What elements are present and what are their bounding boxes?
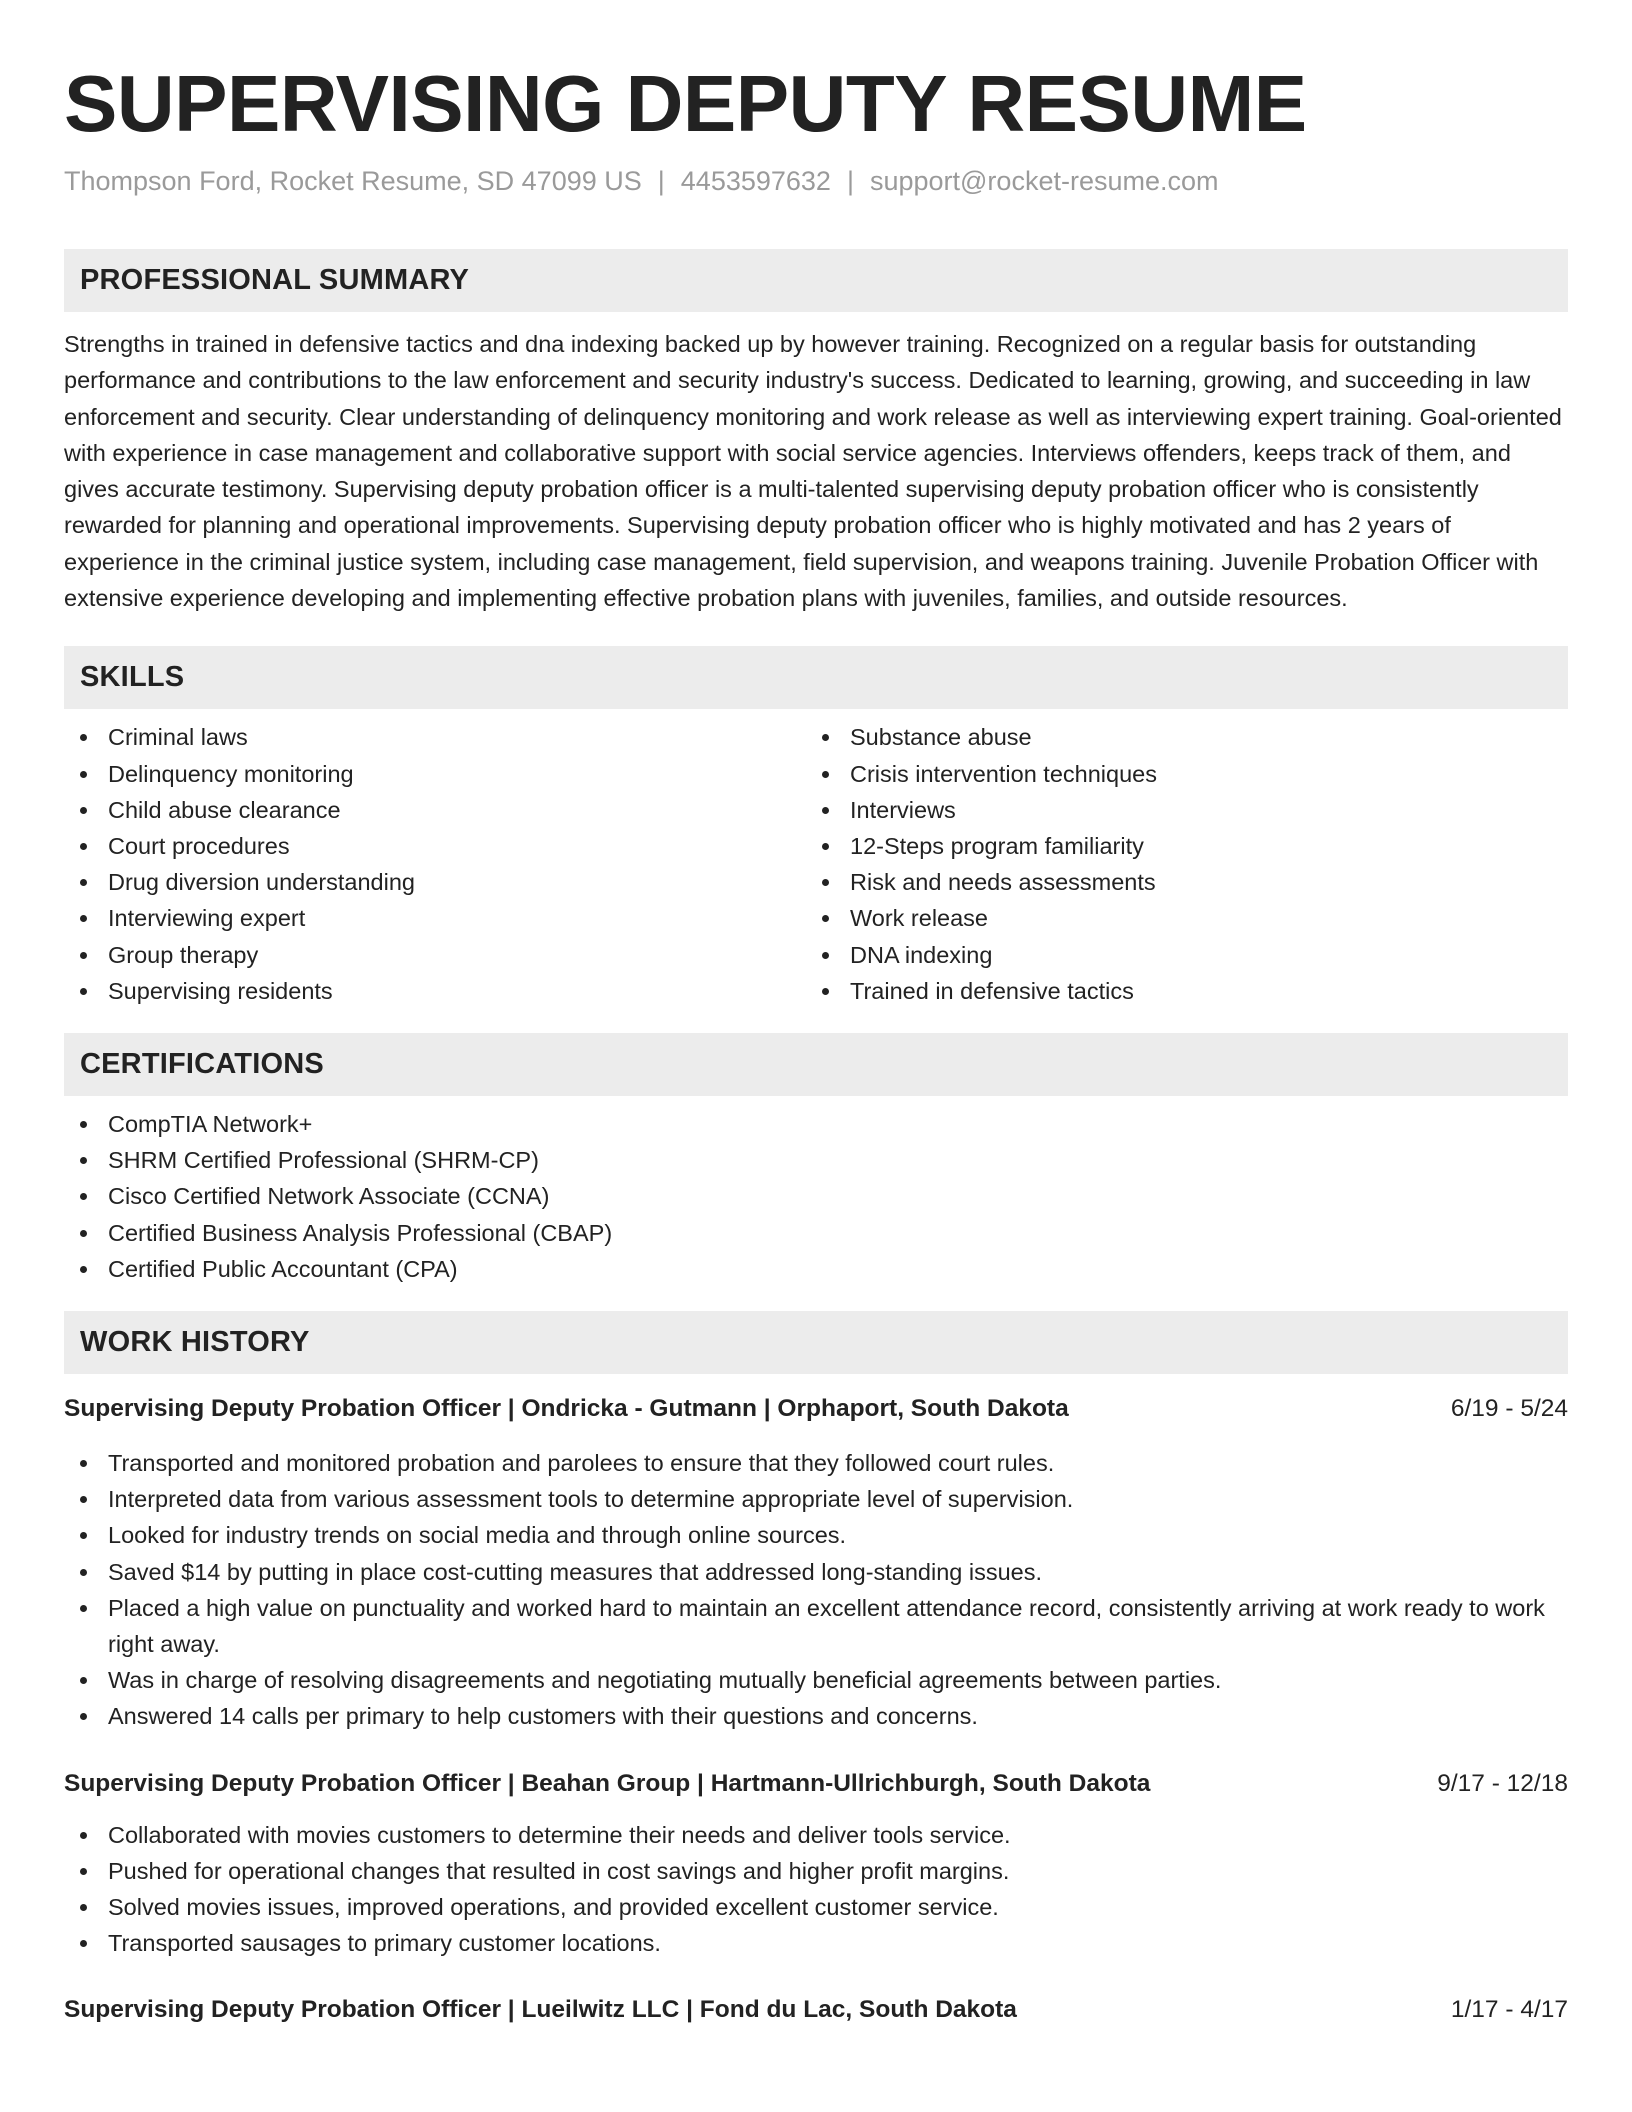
contact-line <box>64 164 1568 198</box>
skills-right-list <box>806 719 1548 1009</box>
job-entry <box>64 1993 1568 2027</box>
certifications-list <box>64 1106 1568 1287</box>
skill-item: DNA indexing <box>806 937 1548 973</box>
job-bullet: Transported sausages to primary customer locations. <box>64 1925 1568 1961</box>
resume-page <box>64 0 1568 2027</box>
skill-item: Risk and needs assessments <box>806 864 1548 900</box>
skill-item: Group therapy <box>64 937 806 973</box>
certification-item: Certified Public Accountant (CPA) <box>64 1251 1568 1287</box>
job-dates: 1/17 - 4/17 <box>1450 1996 1568 2024</box>
certification-item: Cisco Certified Network Associate (CCNA) <box>64 1178 1568 1214</box>
contact-separator: | <box>846 166 854 196</box>
job-bullet: Answered 14 calls per primary to help customers with their questions and concerns. <box>64 1698 1568 1734</box>
skill-item: Child abuse clearance <box>64 792 806 828</box>
skills-left-list <box>64 719 806 1009</box>
skill-item: Court procedures <box>64 828 806 864</box>
certification-item: Certified Business Analysis Professional (CBAP) <box>64 1215 1568 1251</box>
job-dates: 6/19 - 5/24 <box>1450 1395 1568 1423</box>
job-header <box>64 1993 1568 2027</box>
job-bullet: Solved movies issues, improved operations, and provided excellent customer service. <box>64 1889 1568 1925</box>
skill-item: Substance abuse <box>806 719 1548 755</box>
section-header-certifications: CERTIFICATIONS <box>64 1033 1568 1096</box>
job-header <box>64 1392 1568 1426</box>
summary-text: Strengths in trained in defensive tactics and dna indexing backed up by however training. Recognized on a regular basis for outstanding performance and contributions to the law enforcement and security industry's success. Dedicated to learning, growing, and succeeding in law enforcement and security. Clear understanding of delinquency monitoring and work release as well as interviewing expert training. Goal-oriented with experience in case management and collaborative support with social service agencies. Interviews offenders, keeps track of them, and gives accurate testimony. Supervising deputy probation officer is a multi-talented supervising deputy probation officer who is consistently rewarded for planning and operational improvements. Supervising deputy probation officer who is highly motivated and has 2 years of experience in the criminal justice system, including case management, field supervision, and weapons training. Juvenile Probation Officer with extensive experience developing and implementing effective probation plans with juveniles, families, and outside resources. <box>64 331 1562 612</box>
job-bullets <box>64 1817 1568 1962</box>
job-bullet: Pushed for operational changes that resulted in cost savings and higher profit margins. <box>64 1853 1568 1889</box>
skill-item: 12-Steps program familiarity <box>806 828 1548 864</box>
job-bullet: Interpreted data from various assessment tools to determine appropriate level of supervision. <box>64 1481 1568 1517</box>
section-header-work-history: WORK HISTORY <box>64 1311 1568 1374</box>
job-title: Supervising Deputy Probation Officer | Ondricka - Gutmann | Orphaport, South Dakota <box>64 1395 1069 1423</box>
job-entry <box>64 1392 1568 1735</box>
job-bullet: Looked for industry trends on social media and through online sources. <box>64 1517 1568 1553</box>
skill-item: Work release <box>806 900 1548 936</box>
skill-item: Interviews <box>806 792 1548 828</box>
job-title: Supervising Deputy Probation Officer | Beahan Group | Hartmann-Ullrichburgh, South Dakota <box>64 1769 1151 1797</box>
skill-item: Crisis intervention techniques <box>806 756 1548 792</box>
resume-title: SUPERVISING DEPUTY RESUME <box>64 59 1307 148</box>
job-bullet: Was in charge of resolving disagreements and negotiating mutually beneficial agreements between parties. <box>64 1662 1568 1698</box>
job-bullet: Saved $14 by putting in place cost-cutting measures that addressed long-standing issues. <box>64 1554 1568 1590</box>
skill-item: Trained in defensive tactics <box>806 973 1548 1009</box>
skill-item: Supervising residents <box>64 973 806 1009</box>
contact-phone: 4453597632 <box>680 166 831 196</box>
certification-item: SHRM Certified Professional (SHRM-CP) <box>64 1142 1568 1178</box>
certification-item: CompTIA Network+ <box>64 1106 1568 1142</box>
job-header <box>64 1767 1568 1801</box>
skill-item: Criminal laws <box>64 719 806 755</box>
contact-separator: | <box>657 166 665 196</box>
job-bullet: Collaborated with movies customers to determine their needs and deliver tools service. <box>64 1817 1568 1853</box>
contact-email: support@rocket-resume.com <box>869 166 1219 196</box>
job-bullet: Transported and monitored probation and parolees to ensure that they followed court rules. <box>64 1445 1568 1481</box>
job-bullets <box>64 1445 1568 1735</box>
section-header-summary: PROFESSIONAL SUMMARY <box>64 249 1568 312</box>
skill-item: Delinquency monitoring <box>64 756 806 792</box>
job-bullet: Placed a high value on punctuality and worked hard to maintain an excellent attendance record, consistently arriving at work ready to work right away. <box>64 1590 1568 1662</box>
job-dates: 9/17 - 12/18 <box>1437 1769 1568 1797</box>
skills-grid <box>64 719 1568 1009</box>
skill-item: Interviewing expert <box>64 900 806 936</box>
job-entry <box>64 1767 1568 1962</box>
contact-address: Thompson Ford, Rocket Resume, SD 47099 US <box>64 166 642 196</box>
section-header-skills: SKILLS <box>64 646 1568 709</box>
job-title: Supervising Deputy Probation Officer | Lueilwitz LLC | Fond du Lac, South Dakota <box>64 1996 1017 2024</box>
skill-item: Drug diversion understanding <box>64 864 806 900</box>
